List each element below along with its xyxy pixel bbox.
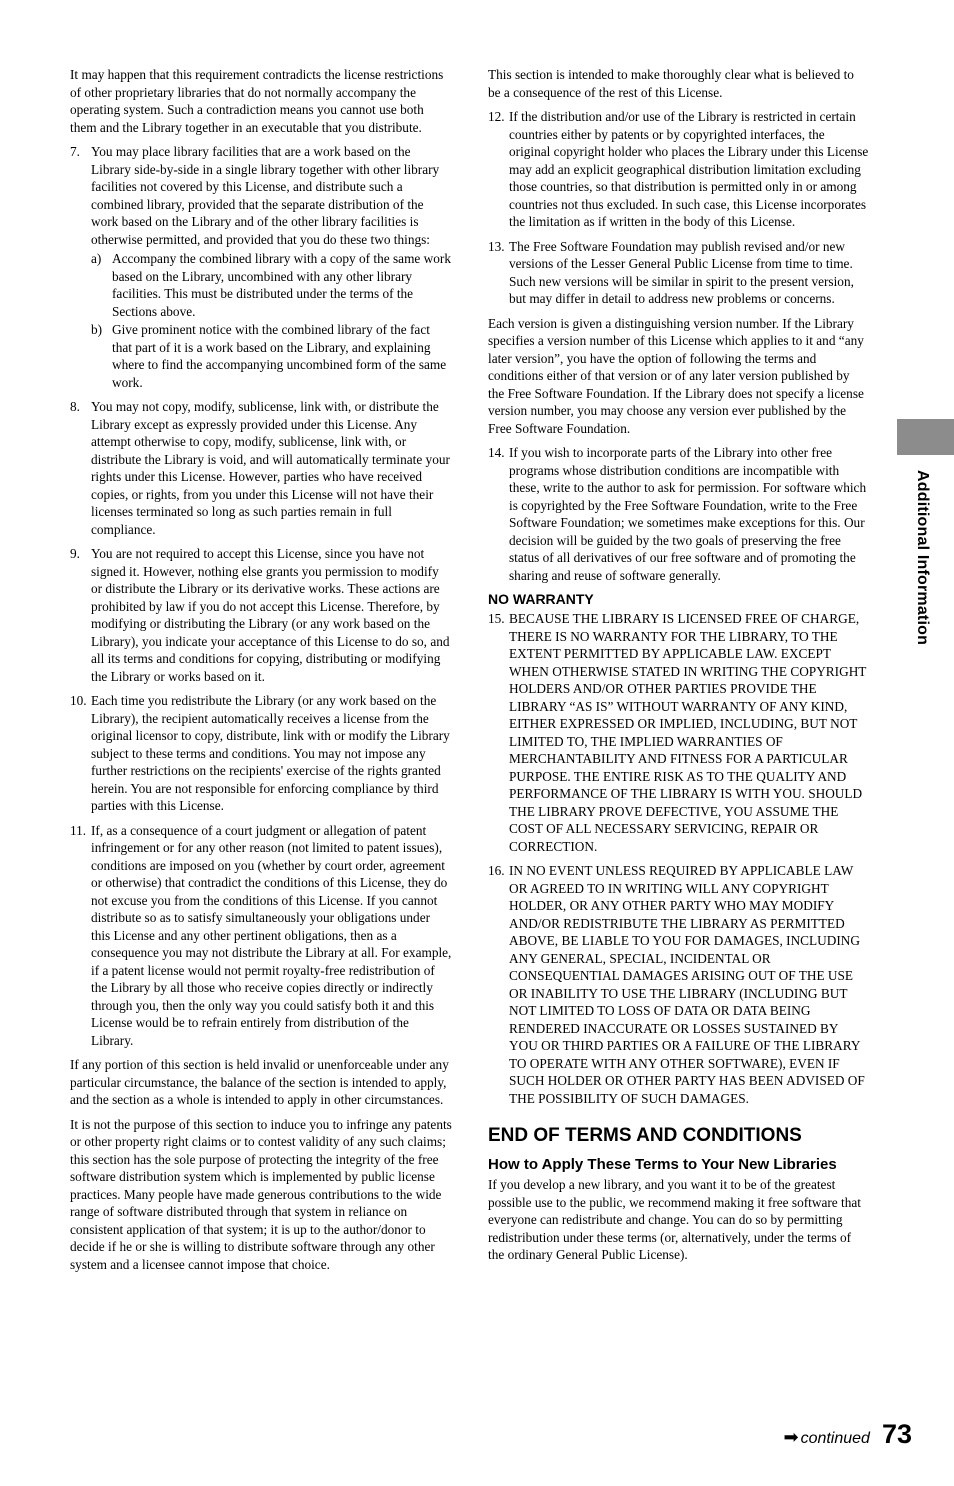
sub-item-text: Give prominent notice with the combined library of the fact that part of it is a work based on the Library, and explaining where to find the accompanying uncombined form of the same work.	[112, 322, 447, 390]
sub-item-letter: b)	[91, 322, 103, 337]
item-text: BECAUSE THE LIBRARY IS LICENSED FREE OF CHARGE, THERE IS NO WARRANTY FOR THE LIBRARY, TO THE EXTENT PERMITTED BY APPLICABLE LAW. EXCEPT WHEN OTHERWISE STATED IN WRITING THE COPYRIGHT HOLDERS AND/OR OTHER PARTIES PROVIDE THE LIBRARY “AS IS” WITHOUT WARRANTY OF ANY KIND, EITHER EXPRESSED OR IMPLIED, INCLUDING, BUT NOT LIMITED TO, THE IMPLIED WARRANTIES OF MERCHANTABILITY AND FITNESS FOR A PARTICULAR PURPOSE. THE ENTIRE RISK AS TO THE QUALITY AND PERFORMANCE OF THE LIBRARY IS WITH YOU. SHOULD THE LIBRARY PROVE DEFECTIVE, YOU ASSUME THE COST OF ALL NECESSARY SERVICING, REPAIR OR CORRECTION.	[509, 611, 867, 854]
item-number: 7.	[70, 144, 80, 159]
item-number: 10.	[70, 693, 87, 708]
list-item-11	[70, 822, 452, 1050]
section-tab-label	[912, 470, 932, 650]
sub-item-a	[91, 250, 452, 320]
list-item-7	[70, 143, 452, 391]
section-tab-marker	[897, 419, 954, 455]
item-text: The Free Software Foundation may publish revised and/or new versions of the Lesser General Public License from time to time. Such new versions will be similar in spirit to the present version, but may differ in detail to address new problems or concerns.	[509, 238, 854, 306]
list-item-16	[488, 862, 869, 1107]
apply-terms-heading: How to Apply These Terms to Your New Libraries	[488, 1156, 837, 1173]
item-text: IN NO EVENT UNLESS REQUIRED BY APPLICABLE LAW OR AGREED TO IN WRITING WILL ANY COPYRIGHT HOLDER, OR ANY OTHER PARTY WHO MAY MODIFY AND/OR REDISTRIBUTE THE LIBRARY AS PERMITTED ABOVE, BE LIABLE TO YOU FOR DAMAGES, INCLUDING ANY GENERAL, SPECIAL, INCIDENTAL OR CONSEQUENTIAL DAMAGES ARISING OUT OF THE USE OR INABILITY TO USE THE LIBRARY (INCLUDING BUT NOT LIMITED TO LOSS OF DATA OR DATA BEING RENDERED INACCURATE OR LOSSES SUSTAINED BY YOU OR THIRD PARTIES OR A FAILURE OF THE LIBRARY TO OPERATE WITH ANY OTHER SOFTWARE), EVEN IF SUCH HOLDER OR OTHER PARTY HAS BEEN ADVISED OF THE POSSIBILITY OF SUCH DAMAGES.	[509, 863, 865, 1106]
item-number: 11.	[70, 822, 87, 838]
item-text: You may not copy, modify, sublicense, link with, or distribute the Library except as expressly provided under this License. Any attempt otherwise to copy, modify, sublicense, link with, or distribute the Library is void, and will automatically terminate your rights under this License. However, parties who have received copies, or rights, from you under this License will not have their licenses terminated so long as such parties remain in full compliance.	[91, 399, 450, 537]
sub-item-text: Accompany the combined library with a copy of the same work based on the Library, uncombined with any other library facilities. This must be distributed under the terms of the Sections above.	[112, 251, 451, 319]
arrow-right-icon: ➡	[783, 1427, 799, 1447]
continued-label: continued	[800, 1430, 870, 1447]
item-text: You are not required to accept this License, since you have not signed it. However, nothing else grants you permission to modify or distribute the Library or its derivative works. These actions are prohibited by law if you do not accept this License. Therefore, by modifying or distributing the Library (or any work based on the Library), you indicate your acceptance of this License to do so, and all its terms and conditions for copying, distributing or modifying the Library or works based on it.	[91, 546, 450, 684]
list-item-9	[70, 545, 452, 685]
page-number: 73	[881, 1419, 912, 1449]
item-number: 8.	[70, 399, 80, 414]
item-number: 15.	[488, 611, 505, 626]
list-item-15	[488, 610, 869, 855]
right-column	[488, 66, 869, 1271]
item-number: 16.	[488, 863, 505, 878]
list-item-14	[488, 444, 869, 584]
page-footer	[783, 1419, 912, 1462]
intro-paragraph: This section is intended to make thoroughly clear what is believed to be a consequence of the rest of this License.	[488, 67, 854, 100]
item-number: 9.	[70, 546, 80, 561]
list-item-12	[488, 108, 869, 231]
item-text: You may place library facilities that are a work based on the Library side-by-side in a single library together with other library facilities not covered by this License, and distribute such a combined library, provided that the separate distribution of the work based on the Library and of the other library facilities is otherwise permitted, and provided that you do these two things:	[91, 144, 440, 247]
list-item-8	[70, 398, 452, 538]
apply-paragraph: If you develop a new library, and you want it to be of the greatest possible use to the public, we recommend making it free software that everyone can redistribute and change. You can do so by permitting redistribution under these terms (or, alternatively, under the terms of the ordinary General Public License).	[488, 1177, 861, 1262]
sub-item-b	[91, 321, 452, 391]
item-text: If you wish to incorporate parts of the Library into other free programs whose distribution conditions are incompatible with these, write to the author to ask for permission. For software which is copyrighted by the Free Software Foundation, write to the Free Software Foundation; we sometimes make exceptions for this. Our decision will be guided by the two goals of preserving the free status of all derivatives of our free software and of promoting the sharing and reuse of software generally.	[509, 445, 867, 583]
list-item-10	[70, 692, 452, 815]
item-number: 13.	[488, 238, 505, 254]
section-tab-text: Additional Information	[914, 470, 931, 646]
no-warranty-heading: NO WARRANTY	[488, 591, 594, 607]
item-number: 12.	[488, 109, 505, 124]
item-text: If, as a consequence of a court judgment or allegation of patent infringement or for any other reason (not limited to patent issues), conditions are imposed on you (whether by court order, agreement or otherwise) that contradict the conditions of this License, they do not excuse you from the conditions of this License. If you cannot distribute so as to satisfy simultaneously your obligations under this License and any other pertinent obligations, then as a consequence you may not distribute the Library at all. For example, if a patent license would not permit royalty-free redistribution of the Library by all those who receive copies directly or indirectly through you, then the only way you could satisfy both it and this License would be to refrain entirely from distribution of the Library.	[91, 822, 452, 1048]
purpose-paragraph: It is not the purpose of this section to induce you to infringe any patents or other property right claims or to contest validity of any such claims; this section has the sole purpose of protecting the integrity of the free software distribution system which is implemented by public license practices. Many people have made generous contributions to the wide range of software distributed through that system in reliance on consistent application of that system; it is up to the author/donor to decide if he or she is willing to distribute software through any other system and a licensee cannot impose that choice.	[70, 1116, 452, 1272]
left-column	[70, 66, 452, 1280]
end-of-terms-heading: END OF TERMS AND CONDITIONS	[488, 1125, 802, 1146]
version-paragraph: Each version is given a distinguishing version number. If the Library specifies a version number of this License which applies to it and “any later version”, you have the option of following the terms and conditions either of that version or of any later version published by the Free Software Foundation. If the Library does not specify a license version number, you may choose any version ever published by the Free Software Foundation.	[488, 315, 864, 436]
list-item-13	[488, 238, 869, 308]
invalid-portion-paragraph: If any portion of this section is held invalid or unenforceable under any particular circumstance, the balance of the section is intended to apply, and the section as a whole is intended to apply in other circumstances.	[70, 1057, 449, 1107]
sub-item-letter: a)	[91, 251, 102, 266]
item-text: If the distribution and/or use of the Library is restricted in certain countries either by patents or by copyrighted interfaces, the original copyright holder who places the Library under this License may add an explicit geographical distribution limitation excluding those countries, so that distribution is permitted only in or among countries not thus excluded. In such case, this License incorporates the limitation as if written in the body of this License.	[509, 109, 869, 229]
item-text: Each time you redistribute the Library (or any work based on the Library), the recipient automatically receives a license from the original licensor to copy, distribute, link with or modify the Library subject to these terms and conditions. You may not impose any further restrictions on the recipients' exercise of the rights granted herein. You are not responsible for enforcing compliance by third parties with this License.	[91, 693, 450, 813]
sub-list	[91, 250, 452, 391]
item-number: 14.	[488, 445, 505, 460]
intro-paragraph: It may happen that this requirement contradicts the license restrictions of other proprietary libraries that do not normally accompany the operating system. Such a contradiction means you cannot use both them and the Library together in an executable that you distribute.	[70, 67, 444, 135]
